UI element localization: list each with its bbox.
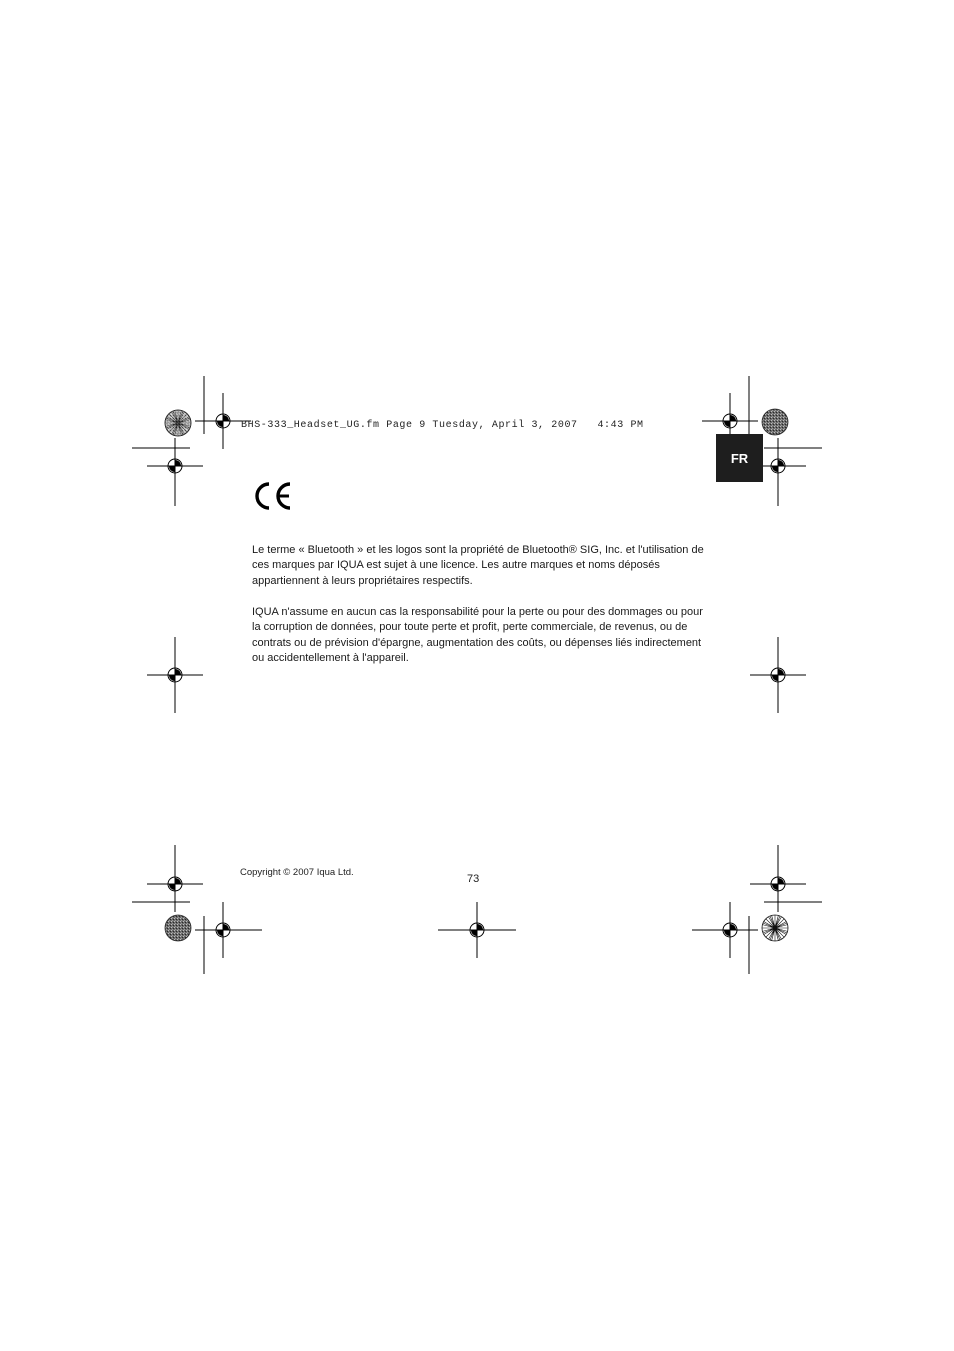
page-number: 73 <box>467 873 480 885</box>
starburst-circle-icon <box>762 915 788 941</box>
liability-paragraph: IQUA n'assume en aucun cas la responsabilité pour la perte ou pour des dommages ou pour la corruption de données, pour toute perte et profit, perte commerciale, de revenus, ou de contrats ou de prévision d'épargne, augmentation des coûts, ou dépenses liés indirectement ou accidentellement à l'appareil. <box>252 606 703 664</box>
language-tab <box>716 434 763 482</box>
trademark-paragraph: Le terme « Bluetooth » et les logos sont la propriété de Bluetooth® SIG, Inc. et l'utilisation de ces marques par IQUA est sujet à une licence. Les autre marques et noms déposés appartiennent à leurs propriétaires respectifs. <box>252 544 704 587</box>
ce-mark-icon <box>252 480 294 512</box>
stipple-circle-icon <box>165 915 191 941</box>
copyright-notice: Copyright © 2007 Iqua Ltd. <box>240 867 354 878</box>
file-stamp: BHS-333_Headset_UG.fm Page 9 Tuesday, April 3, 2007 4:43 PM <box>241 420 644 431</box>
language-tab-label: FR <box>730 450 749 466</box>
stipple-circle-icon <box>762 409 788 435</box>
